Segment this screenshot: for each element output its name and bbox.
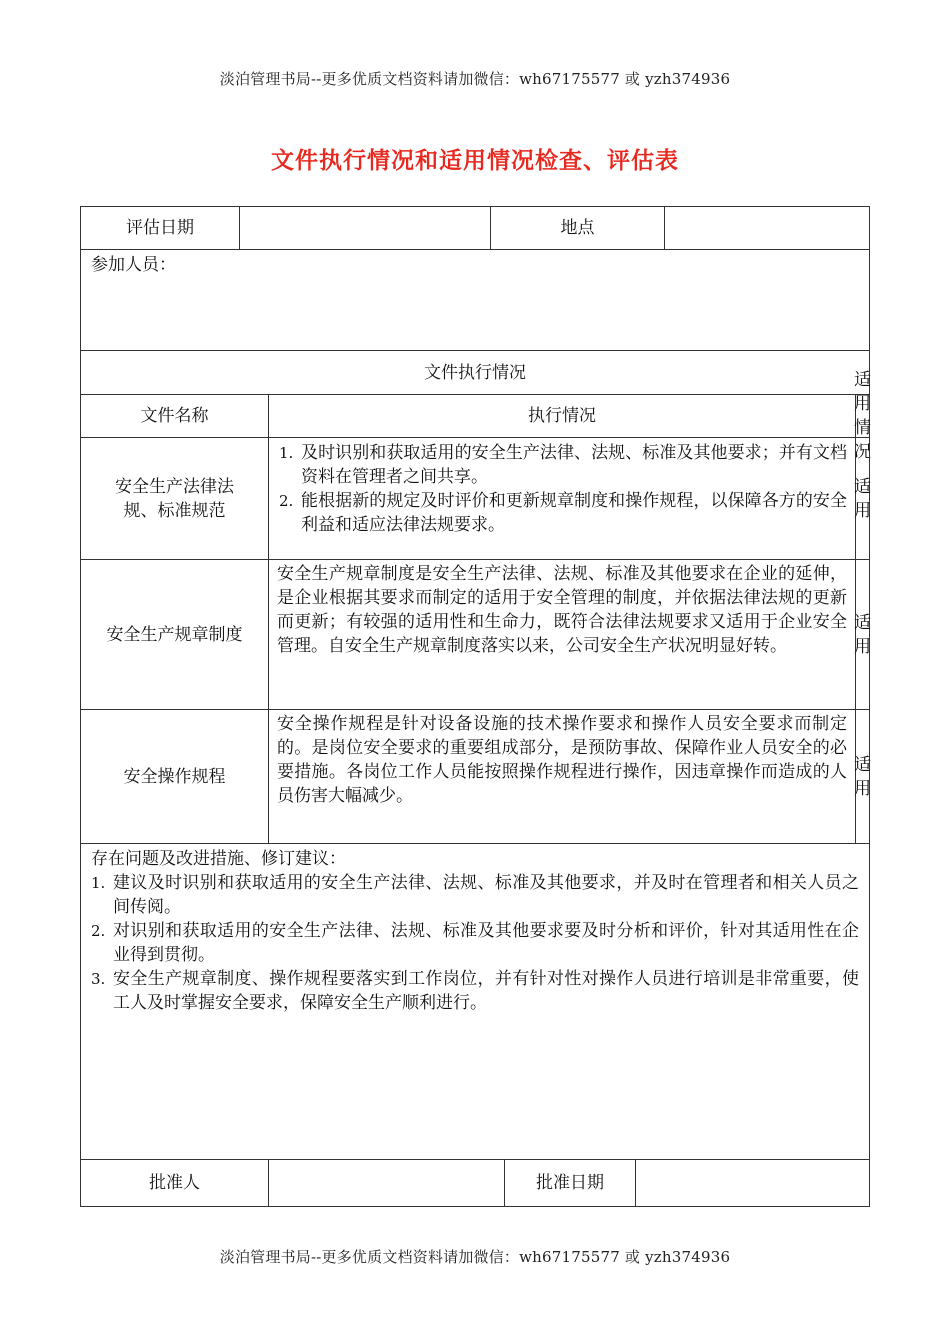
list-item-text: 建议及时识别和获取适用的安全生产法律、法规、标准及其他要求，并及时在管理者和相关人员之间传阅。	[113, 873, 859, 917]
place-label: 地点	[490, 207, 664, 249]
list-item	[271, 489, 847, 537]
list-item	[83, 871, 859, 919]
column-header-name: 文件名称	[140, 406, 209, 426]
table-row	[80, 710, 870, 844]
list-item-number: 1.	[91, 874, 106, 892]
section-title: 文件执行情况	[424, 362, 526, 383]
list-item-number: 3.	[91, 970, 106, 988]
evaluation-date-field[interactable]	[239, 207, 490, 249]
approval-date-field[interactable]	[635, 1160, 869, 1206]
participants-row	[80, 250, 870, 351]
execution-text: 安全生产规章制度是安全生产法律、法规、标准及其他要求在企业的延伸，是企业根据其要求而制定的适用于安全管理的制度，并依据法律法规的更新而更新；有较强的适用性和生命力，既符合法律法规要求又适用于企业安全管理。自安全生产规章制度落实以来，公司安全生产状况明显好转。	[277, 564, 847, 656]
file-name: 安全生产规章制度	[106, 624, 243, 645]
section-title-row	[80, 351, 870, 395]
issues-content	[81, 847, 869, 1015]
execution-list	[271, 441, 847, 537]
evaluation-row	[80, 206, 870, 250]
file-name-cell	[81, 438, 268, 559]
applicability-cell: 适用	[855, 710, 869, 843]
column-header-execution: 执行情况	[268, 395, 855, 437]
list-item	[83, 967, 859, 1015]
list-item-text: 能根据新的规定及时评价和更新规章制度和操作规程，以保障各方的安全利益和适应法律法规要求。	[301, 491, 847, 535]
document-title: 文件执行情况和适用情况检查、评估表	[271, 147, 679, 174]
list-item	[83, 919, 859, 967]
approval-row	[80, 1160, 870, 1207]
execution-text: 安全操作规程是针对设备设施的技术操作要求和操作人员安全要求而制定的。是岗位安全要求的重要组成部分，是预防事故、保障作业人员安全的必要措施。各岗位工作人员能按照操作规程进行操作，因违章操作而造成的人员伤害大幅减少。	[277, 714, 847, 806]
file-name: 安全生产法律法规、标准规范	[115, 476, 234, 521]
approver-label: 批准人	[149, 1173, 200, 1193]
applicability-cell: 适用	[855, 560, 869, 709]
approver-field[interactable]	[268, 1160, 504, 1206]
approval-date-label: 批准日期	[504, 1160, 635, 1206]
issues-label: 存在问题及改进措施、修订建议：	[91, 849, 346, 869]
footer-note: 淡泊管理书局--更多优质文档资料请加微信：wh67175577 或 yzh374936	[219, 1248, 731, 1266]
list-item	[271, 441, 847, 489]
list-item-text: 及时识别和获取适用的安全生产法律、法规、标准及其他要求；并有文档资料在管理者之间共享。	[301, 443, 847, 487]
column-header-applicability: 适用情况	[854, 370, 871, 462]
issues-row	[80, 844, 870, 1160]
list-item-text: 安全生产规章制度、操作规程要落实到工作岗位，并有针对性对操作人员进行培训是非常重要，使工人及时掌握安全要求，保障安全生产顺利进行。	[113, 969, 859, 1013]
applicability-cell: 适用	[855, 438, 869, 559]
evaluation-date-label: 评估日期	[126, 218, 194, 238]
execution-cell	[268, 710, 855, 843]
list-item-number: 2.	[279, 492, 294, 510]
execution-cell	[268, 560, 855, 709]
table-row	[80, 438, 870, 560]
list-item-number: 1.	[279, 444, 294, 462]
header-note: 淡泊管理书局--更多优质文档资料请加微信：wh67175577 或 yzh374936	[219, 70, 731, 88]
participants-label: 参加人员：	[91, 255, 176, 275]
file-name-cell	[81, 560, 268, 709]
table-row	[80, 560, 870, 710]
place-field[interactable]	[664, 207, 869, 249]
file-name: 安全操作规程	[123, 766, 226, 787]
list-item-number: 2.	[91, 922, 106, 940]
execution-cell	[268, 438, 855, 559]
issues-list	[83, 871, 859, 1015]
list-item-text: 对识别和获取适用的安全生产法律、法规、标准及其他要求要及时分析和评价，针对其适用性在企业得到贯彻。	[113, 921, 859, 965]
file-name-cell	[81, 710, 268, 843]
